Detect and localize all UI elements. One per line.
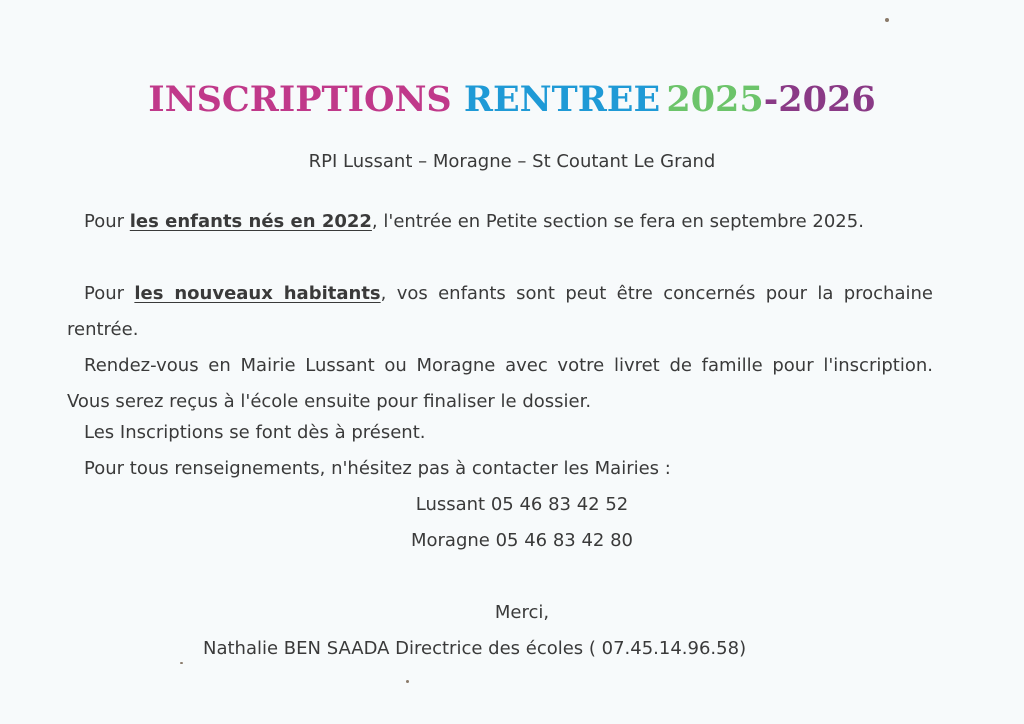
- paragraph-enfants: [67, 204, 933, 240]
- scan-speck: [406, 680, 409, 683]
- paragraph-habitants-highlight: les nouveaux habitants: [134, 283, 381, 304]
- paragraph-rendez-vous-text: Rendez-vous en Mairie Lussant ou Moragne avec votre livret de famille pour l'inscription. Vous serez reçus à l'école ensuite pour finaliser le dossier.: [67, 355, 933, 412]
- page-title: [0, 79, 1024, 120]
- contact-moragne: Moragne 05 46 83 42 80: [410, 530, 633, 551]
- closing-thanks: Merci,: [494, 602, 550, 623]
- paragraph-inscriptions: Les Inscriptions se font dès à présent.: [84, 422, 426, 443]
- title-part-year-end: -2026: [763, 79, 876, 120]
- paragraph-enfants-highlight: les enfants nés en 2022: [129, 211, 372, 232]
- scan-speck: [885, 18, 889, 22]
- title-part-year-start: 2025: [666, 79, 764, 120]
- contact-lussant: Lussant 05 46 83 42 52: [415, 494, 629, 515]
- paragraph-habitants-text: , vos enfants sont peut être concernés pour la prochaine rentrée.: [67, 283, 933, 340]
- paragraph-rendez-vous: [67, 348, 933, 420]
- scan-speck: [180, 662, 183, 664]
- title-part-inscriptions: INSCRIPTIONS: [148, 79, 452, 120]
- subtitle-rpi: RPI Lussant – Moragne – St Coutant Le Grand: [308, 151, 716, 172]
- paragraph-enfants-prefix: Pour: [84, 211, 130, 232]
- paragraph-renseignements: Pour tous renseignements, n'hésitez pas à contacter les Mairies :: [84, 458, 671, 479]
- paragraph-enfants-text: , l'entrée en Petite section se fera en septembre 2025.: [371, 211, 864, 232]
- title-part-rentree: RENTREE: [463, 79, 661, 120]
- signature: Nathalie BEN SAADA Directrice des écoles ( 07.45.14.96.58): [203, 638, 747, 659]
- paragraph-habitants-prefix: Pour: [84, 283, 135, 304]
- paragraph-habitants: [67, 276, 933, 348]
